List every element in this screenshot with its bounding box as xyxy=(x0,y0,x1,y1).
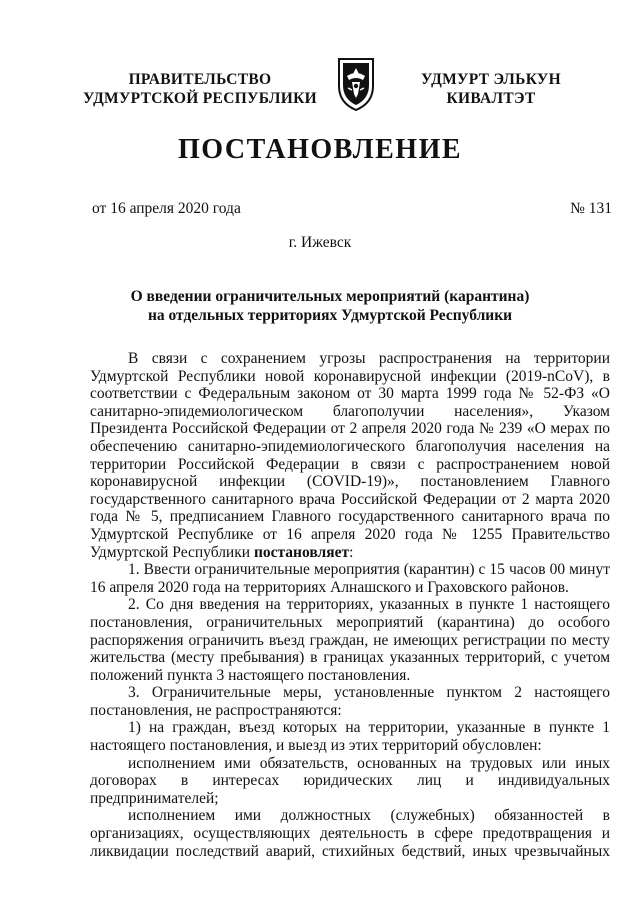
document-city: г. Ижевск xyxy=(288,234,352,251)
issuer-line-2: УДМУРТСКОЙ РЕСПУБЛИКИ xyxy=(82,90,317,107)
issuer-line-1: ПРАВИТЕЛЬСТВО xyxy=(128,71,272,88)
clause-1: 1. Ввести ограничительные мероприятия (карантин) с 15 часов 00 минут 16 апреля 2020 года на территориях Алнашского и Граховского районов. xyxy=(90,561,610,596)
issuer-name-russian xyxy=(82,70,318,108)
document-number: № 131 xyxy=(570,200,612,217)
document-body xyxy=(90,350,610,860)
clause-3-1-a: исполнением ими обязательств, основанных на трудовых или иных договорах в интересах юридических лиц и индивидуальных предпринимателей; xyxy=(90,754,610,807)
preamble-paragraph xyxy=(90,350,610,561)
clause-2: 2. Со дня введения на территориях, указанных в пункте 1 настоящего постановления, ограничительных мероприятий (карантина) до особого распоряжения ограничить въезд граждан, не имеющих регистрации по месту жительства (месту пребывания) в границах указанных территорий, с учетом положений пункта 3 настоящего постановления. xyxy=(90,596,610,684)
title-line-2: на отдельных территориях Удмуртской Республики xyxy=(147,307,513,324)
issuer-udmurt-line-2: КИВАЛТЭТ xyxy=(446,90,536,107)
document-type-heading: ПОСТАНОВЛЕНИЕ xyxy=(177,134,463,165)
issuer-udmurt-line-1: УДМУРТ ЭЛЬКУН xyxy=(421,71,561,88)
coat-of-arms-icon xyxy=(333,56,379,112)
preamble-colon: : xyxy=(349,543,354,561)
document-title xyxy=(100,287,560,325)
issuer-name-udmurt xyxy=(416,70,566,108)
clause-3: 3. Ограничительные меры, установленные пунктом 2 настоящего постановления, не распространяются: xyxy=(90,684,610,719)
title-line-1: О введении ограничительных мероприятий (карантина) xyxy=(130,288,530,305)
preamble-text: В связи с сохранением угрозы распространения на территории Удмуртской Республики новой коронавирусной инфекции (2019-nCoV), в соответствии с Федеральным законом от 30 марта 1999 года № 52-ФЗ «О санитарно-эпидемиологическом благополучии населения», Указом Президента Российской Федерации от 2 апреля 2020 года № 239 «О мерах по обеспечению санитарно-эпидемиологического благополучия населения на территории Российской Федерации в связи с распространением новой коронавирусной инфекции (COVID-19)», постановлением Главного государственного санитарного врача Российской Федерации от 2 марта 2020 года № 5, предписанием Главного государственного санитарного врача по Удмуртской Республике от 16 апреля 2020 года № 1255 Правительство Удмуртской Республики xyxy=(90,350,610,561)
clause-3-1-b: исполнением ими должностных (служебных) обязанностей в организациях, осуществляющих деятельность в сфере предотвращения и ликвидации последствий аварий, стихийных бедствий, иных чрезвычайных xyxy=(90,807,610,860)
document-date: от 16 апреля 2020 года xyxy=(92,200,241,217)
clause-3-1: 1) на граждан, въезд которых на территории, указанные в пункте 1 настоящего постановления, и выезд из этих территорий обусловлен: xyxy=(90,719,610,755)
decree-verb: постановляет xyxy=(253,543,350,561)
